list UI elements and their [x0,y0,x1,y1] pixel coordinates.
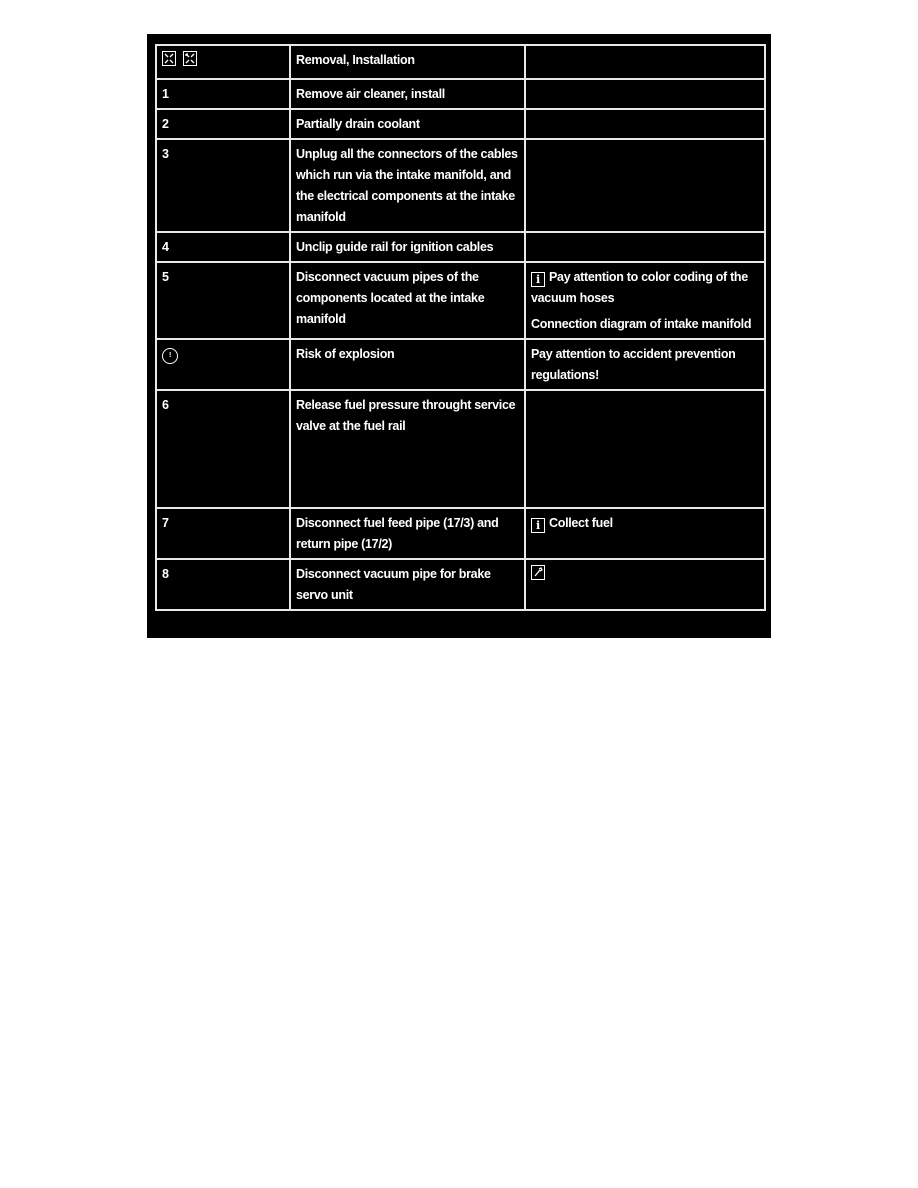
step-number: 7 [156,508,290,559]
step-action: Release fuel pressure throught service valve at the fuel rail [290,390,525,508]
step-action: Unclip guide rail for ignition cables [290,232,525,262]
step-number: 5 [156,262,290,339]
header-icons-cell [156,45,290,79]
procedure-table-frame [147,34,771,638]
note-text: Collect fuel [549,516,613,530]
step-action: Disconnect fuel feed pipe (17/3) and return pipe (17/2) [290,508,525,559]
note-line [531,314,759,335]
table-row [156,390,765,508]
step-action: Risk of explosion [290,339,525,390]
table-row [156,139,765,232]
info-icon: i [531,518,545,533]
step-notes [525,559,765,610]
removal-icon [162,51,176,66]
step-action: Disconnect vacuum pipe for brake servo unit [290,559,525,610]
step-number: 8 [156,559,290,610]
table-row [156,559,765,610]
installation-icon [183,51,197,66]
step-notes [525,339,765,390]
info-icon: i [531,272,545,287]
step-notes [525,79,765,109]
step-notes [525,232,765,262]
note-text: Pay attention to accident prevention regulations! [531,347,736,382]
table-row [156,339,765,390]
step-number: 4 [156,232,290,262]
table-row [156,508,765,559]
warning-circle-icon: ! [162,348,178,364]
step-action: Disconnect vacuum pipes of the components located at the intake manifold [290,262,525,339]
step-action: Unplug all the connectors of the cables which run via the intake manifold, and the electrical components at the intake manifold [290,139,525,232]
note-text: Connection diagram of intake manifold [531,317,752,331]
note-line [531,344,759,386]
header-note [525,45,765,79]
step-notes [525,139,765,232]
step-action: Remove air cleaner, install [290,79,525,109]
procedure-table [155,44,766,611]
step-number: 2 [156,109,290,139]
note-line [531,513,759,534]
step-number: 6 [156,390,290,508]
table-header-row [156,45,765,79]
header-title: Removal, Installation [290,45,525,79]
step-action: Partially drain coolant [290,109,525,139]
step-notes [525,109,765,139]
step-number: 1 [156,79,290,109]
tool-icon [531,565,545,580]
table-row [156,262,765,339]
table-row [156,232,765,262]
table-row [156,79,765,109]
table-row [156,109,765,139]
step-number: 3 [156,139,290,232]
step-notes [525,390,765,508]
step-notes [525,262,765,339]
note-text: Pay attention to color coding of the vacuum hoses [531,270,748,305]
note-line [531,267,759,309]
step-number [156,339,290,390]
step-notes [525,508,765,559]
